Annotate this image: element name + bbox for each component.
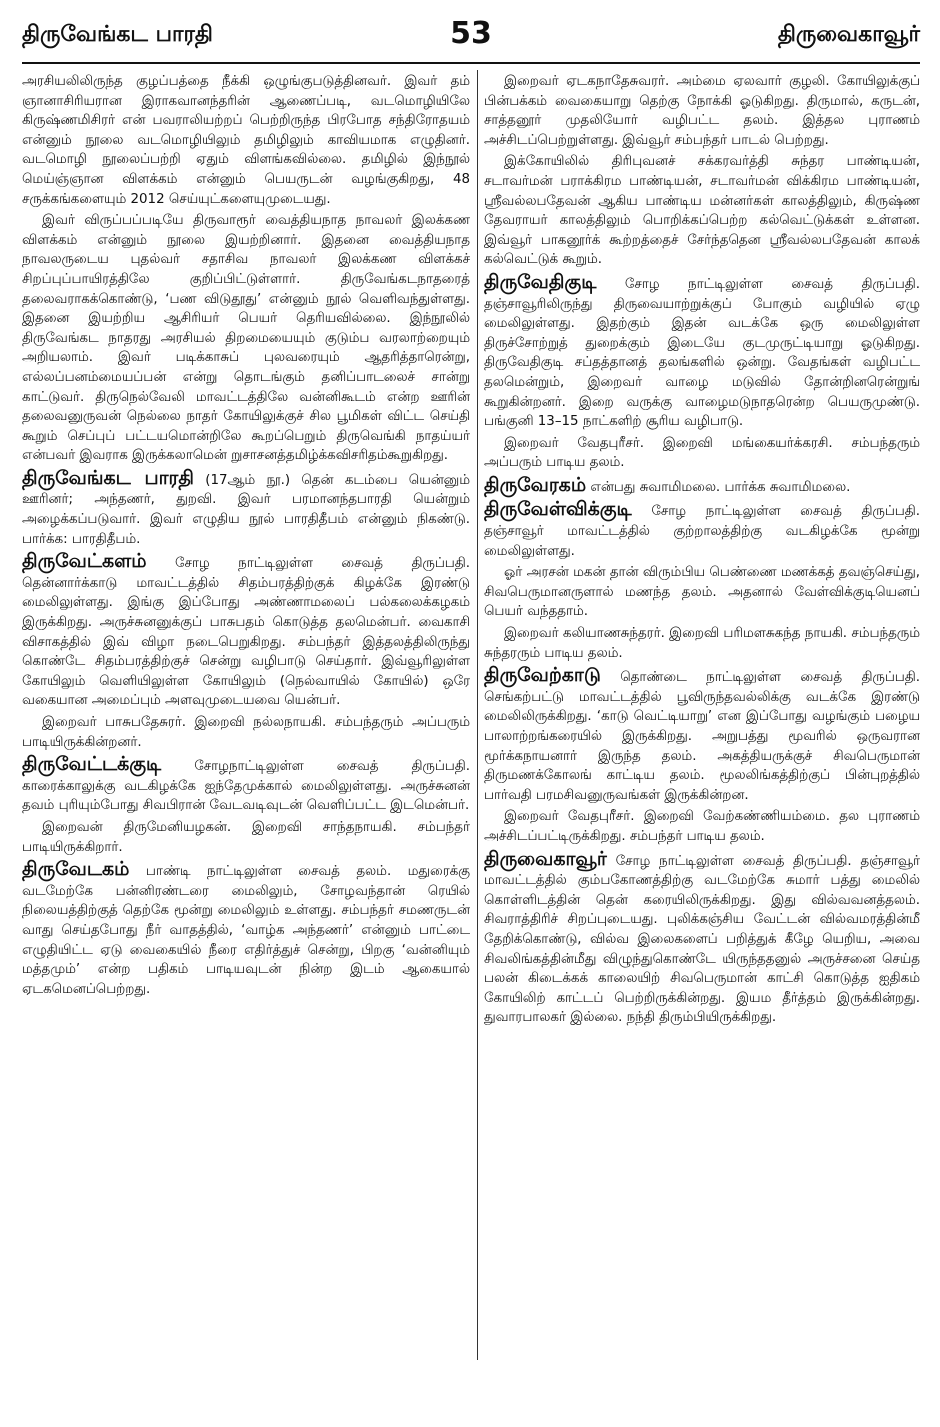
entry-text: தொண்டை நாட்டிலுள்ள சைவத் திருப்பதி. செங்கற்பட்டு மாவட்டத்தில் பூவிருந்தவல்லிக்கு வடக்கே இரண்டு மைலிலிருக்கிறது. ‘காடு வெட்டியாறு’ என இப்போது வழங்கும் பழைய பாலாற்றங்கரையில் இருக்கிறது. அறுபத்து மூவரில் ஒருவரான மூர்க்கநாயனார் இருந்த தலம். அகத்தியருக்குச் சிவபெருமான் திருமணக்கோலங் காட்டிய தலம். மூலலிங்கத்திற்குப் பின்புறத்தில் பார்வதி பரமசிவனுருவங்கள் இருக்கின்றன.	[484, 670, 920, 803]
entry-headword: திருவேடகம்	[22, 858, 130, 881]
entry-tiruverkadu	[484, 666, 920, 846]
entry-headword: திருவேற்காடு	[484, 664, 601, 687]
entry-paragraph: இறைவர் கலியாணசுந்தரர். இறைவி பரிமளசுகந்த நாயகி. சம்பந்தரும் சுந்தரரும் பாடிய தலம்.	[484, 626, 920, 661]
entry-text: சோழ நாட்டிலுள்ள சைவத் திருப்பதி. தஞ்சாவூரிலிருந்து திருவையாற்றுக்குப் போகும் வழியில் ஏழு மைலிலுள்ளது. இதற்கும் இதன் வடக்கே ஒரு மைலிலுள்ள திருச்சோற்றுத் துறைக்கும் இடையே குடமுருட்டியாறு ஓடுகிறது. திருவேதிகுடி சப்தத்தானத் தலங்களில் ஒன்று. வேதங்கள் வழிபட்ட தலமென்றும், இறைவர் வாழை மடுவில் தோன்றினரென்றுங் கூறுகின்றனர். இறை வருக்கு வாழைமடுநாதரென்ற பெயருமுண்டு. பங்குனி 13–15 நாட்களிற் சூரிய வழிபாடு.	[484, 276, 920, 430]
entry-tiruvelvikkudi	[484, 500, 920, 663]
entry-headword: திருவேதிகுடி	[484, 270, 597, 293]
entry-tiruvaikavur	[484, 847, 920, 1028]
column-divider	[477, 70, 478, 1360]
left-intro	[22, 72, 470, 466]
entry-text: சோழநாட்டிலுள்ள சைவத் திருப்பதி. காரைக்காலுக்கு வடகிழக்கே ஐந்தேமுக்கால் மைலிலுள்ளது. அருச்சுனன் தவம் புரியும்போது சிவபிரான் வேடவடிவுடன் வெளிப்பட்ட இடமென்பர்.	[22, 759, 470, 814]
left-column	[22, 72, 470, 1417]
entry-tiruverakam	[484, 473, 920, 498]
paragraph: இவர் விருப்பப்படியே திருவாரூர் வைத்தியநாத நாவலர் இலக்கண விளக்கம் என்னும் நூலை இயற்றினார். இதனை வைத்தியநாத நாவலருடைய புதல்வர் சதாசிவ நாவலர் இலக்கண விளக்கச் சிறப்புப்பாயிரத்திலே குறிப்பிட்டுள்ளார். திருவேங்கடநாதரைத் தலைவராகக்கொண்டு, ‘பண விடுதூது’ என்னும் நூல் வெளிவந்துள்ளது. இதனை இயற்றிய ஆசிரியர் பெயர் தெரியவில்லை. இந்நூலில் திருவேங்கட நாதரது அரசியல் திறமையையும் குடும்ப வரலாற்றையும் அறியலாம். இவர் படிக்காசுப் புலவரையும் ஆதரித்தாரென்று, எல்லப்பனம்மையப்பன் என்று தொடங்கும் தனிப்பாடலைச் சான்று காட்டுவர். திருநெல்வேலி மாவட்டத்திலே வன்னிகூடம் என்ற ஊரின் தலைவனுருவன் நெல்லை நாதர் கோயிலுக்குச் சில பூமிகள் விட்ட செய்தி கூறும் செப்புப் பட்டயமொன்றிலே கூறப்பெறும் திருவெங்கி நாதய்யர் என்பவர் இவராக இருக்கலாமென் றுசாசனத்தமிழ்க்கவிசரிதம்கூறுகிறது.	[22, 213, 470, 464]
entry-paragraph: இறைவர் வேதபுரீசர். இறைவி மங்கையர்க்கரசி. சம்பந்தரும் அப்பரும் பாடிய தலம்.	[484, 435, 920, 471]
paragraph: இறைவர் ஏடகநாதேசுவரர். அம்மை ஏலவார் குழலி. கோயிலுக்குப் பின்பக்கம் வைகையாறு தெற்கு நோக்கி ஓடுகிறது. திருமால், கருடன், சாத்தனூர் முதலியோர் வழிபட்ட தலம். இத்தல புராணம் அச்சிடப்பெற்றுள்ளது. இவ்வூர் சம்பந்தர் பாடல் பெற்றது.	[484, 74, 920, 148]
entry-text: சோழ நாட்டிலுள்ள சைவத் திருப்பதி. தஞ்சாவூர் மாவட்டத்தில் குற்றாலத்திற்கு வடகிழக்கே மூன்று மைலிலுள்ளது.	[484, 504, 920, 559]
running-head-right: திருவைகாவூர்	[777, 22, 920, 47]
entry-text: (17ஆம் நூ.) தென் கடம்பை யென்னும் ஊரினர்; அந்தணர், துறவி. இவர் பரமானந்தபாரதி யென்றும் அழைக்கப்படுவார். இவர் எழுதிய நூல் பாரதிதீபம் என்னும் நிகண்டு. பார்க்க: பாரதிதீபம்.	[22, 472, 470, 547]
entry-paragraph: இறைவர் வேதபுரீசர். இறைவி வேற்கண்ணியம்மை. தல புராணம் அச்சிடப்பட்டிருக்கிறது. சம்பந்தர் பாடிய தலம்.	[484, 809, 920, 844]
entry-text: சோழ நாட்டிலுள்ள சைவத் திருப்பதி. தஞ்சாவூர் மாவட்டத்தில் கும்பகோணத்திற்கு வடமேற்கே சுமார் பத்து மைலில் கொள்ளிடத்தின் தென் கரையிலிருக்கிறது. இது வில்வவனத்தலம். சிவராத்திரிச் சிறப்புடையது. புலிக்கஞ்சிய வேட்டன் வில்வமரத்தின்மீ தேறிக்கொண்டு, வில்வ இலைகளைப் பறித்துக் கீழே யெறிய, அவை சிவலிங்கத்தின்மீது விழுந்துகொண்டே யிருந்ததனுல் அருச்சனை செய்த பலன் கிடைக்கக் காலையிற் சிவபெருமான் காட்சி கொடுத்த ஐதிகம் கோயிலிற் காட்டப் பெற்றிருக்கின்றது. இயம தீர்த்தம் இருக்கின்றது. துவாரபாலகர் இல்லை. நந்தி திரும்பியிருக்கிறது.	[484, 853, 920, 1026]
entry-headword: திருவேள்விக்குடி	[484, 498, 632, 521]
entry-tiruvedikudi	[484, 270, 920, 473]
entry-tiruvettakkudi	[22, 755, 470, 857]
entry-text: பாண்டி நாட்டிலுள்ள சைவத் தலம். மதுரைக்கு வடமேற்கே பன்னிரண்டரை மைலிலும், சோழவந்தான் ரெயில் நிலையத்திற்குத் தெற்கே மூன்று மைலிலும் உள்ளது. சம்பந்தர் சமணருடன் வாது செய்தபோது நீர் வாதத்தில், ‘வாழ்க அந்தணர்’ என்னும் பாட்டை எழுதியிட்ட ஏடு வைகையில் நீரை எதிர்த்துச் சென்று, பிறகு ‘வன்னியும் மத்தமும்’ என்ற பதிகம் பாடியவுடன் நின்ற இடம் ஆகையால் ஏடகமெனப்பெற்றது.	[22, 864, 470, 997]
entry-headword: திருவேரகம்	[484, 473, 587, 496]
page-number: 53	[450, 16, 492, 51]
entry-tiruvedakam	[22, 860, 470, 999]
entry-paragraph: ஓர் அரசன் மகன் தான் விரும்பிய பெண்ணை மணக்கத் தவஞ்செய்து, சிவபெருமானருளால் மணந்த தலம். அதனால் வேள்விக்குடியெனப் பெயர் வந்ததாம்.	[484, 565, 920, 620]
entry-paragraph: இறைவர் பாசுபதேசுரர். இறைவி நல்லநாயகி. சம்பந்தரும் அப்பரும் பாடியிருக்கின்றனர்.	[22, 715, 470, 750]
paragraph: இக்கோயிலில் திரிபுவனச் சக்கரவர்த்தி சுந்தர பாண்டியன், சடாவர்மன் பராக்கிரம பாண்டியன், சடாவர்மன் விக்கிரம பாண்டியன், ஸ்ரீவல்லபதேவன் ஆகிய பாண்டிய மன்னர்கள் காலத்திலும், கிருஷ்ண தேவராயர் காலத்திலும் பொறிக்கப்பெற்ற கல்வெட்டுக்கள் உள்ளன. இவ்வூர் பாகனூர்க் கூற்றத்தைச் சேர்ந்ததென ஸ்ரீவல்லபதேவன் காலக் கல்வெட்டுக் கூறும்.	[484, 154, 920, 268]
running-head-left: திருவேங்கட பாரதி	[22, 22, 213, 47]
right-column	[484, 72, 920, 1417]
entry-text: என்பது சுவாமிமலை. பார்க்க சுவாமிமலை.	[590, 479, 851, 495]
entry-tiruvenkata-bharathi	[22, 466, 470, 549]
entry-headword: திருவைகாவூர்	[484, 847, 607, 870]
entry-paragraph: இறைவன் திருமேனியழகன். இறைவி சாந்தநாயகி. சம்பந்தர் பாடியிருக்கிறார்.	[22, 819, 470, 855]
entry-headword: திருவேட்களம்	[22, 550, 147, 573]
entry-tiruvetkalam	[22, 552, 470, 752]
paragraph: அரசியலிலிருந்த குழப்பத்தை நீக்கி ஒழுங்குபடுத்தினவர். இவர் தம் ஞானாசிரியரான இராகவானந்தரின் ஆணைப்படி, வடமொழியிலே கிருஷ்ணமிசிரர் என் பவராலியற்றப் பெற்றிருந்த பிரபோத சந்திரோதயம் என்னும் நூலை வடமொழியிலும் தமிழிலும் காவியமாக எழுதினர். வடமொழி நூலைப்பற்றி ஏதும் விளங்கவில்லை. தமிழில் இந்நூல் மெய்ஞ்ஞான விளக்கம் என்னும் பெயருடன் வழங்குகிறது, 48 சருக்கங்களையும் 2012 செய்யுட்களையுமுடையது.	[22, 74, 470, 207]
entry-text: சோழ நாட்டிலுள்ள சைவத் திருப்பதி. தென்னார்க்காடு மாவட்டத்தில் சிதம்பரத்திற்குக் கிழக்கே இரண்டு மைலிலுள்ளது. இங்கு இப்போது அண்ணாமலைப் பல்கலைக்கழகம் இருக்கிறது. அருச்சுனனுக்குப் பாசுபதம் கொடுத்த தலமென்பர். வைகாசி விசாகத்தில் இவ் விழா நடைபெறுகிறது. சம்பந்தர் இத்தலத்திலிருந்து கொண்டே சிதம்பரத்திற்குச் சென்று வழிபாடு செய்தார். இவ்வூரிலுள்ள கோயிலும் வெளியிலுள்ள கோயிலும் (நெல்வாயில் கோயில்) ஒரே வகையான அமைப்பும் அளவுமுடையவை யென்பர்.	[22, 556, 470, 709]
header-rule	[22, 62, 920, 64]
running-head	[22, 10, 920, 58]
entry-headword: திருவேட்டக்குடி	[22, 753, 162, 776]
entry-headword: திருவேங்கட பாரதி	[22, 466, 194, 489]
right-intro	[484, 72, 920, 270]
